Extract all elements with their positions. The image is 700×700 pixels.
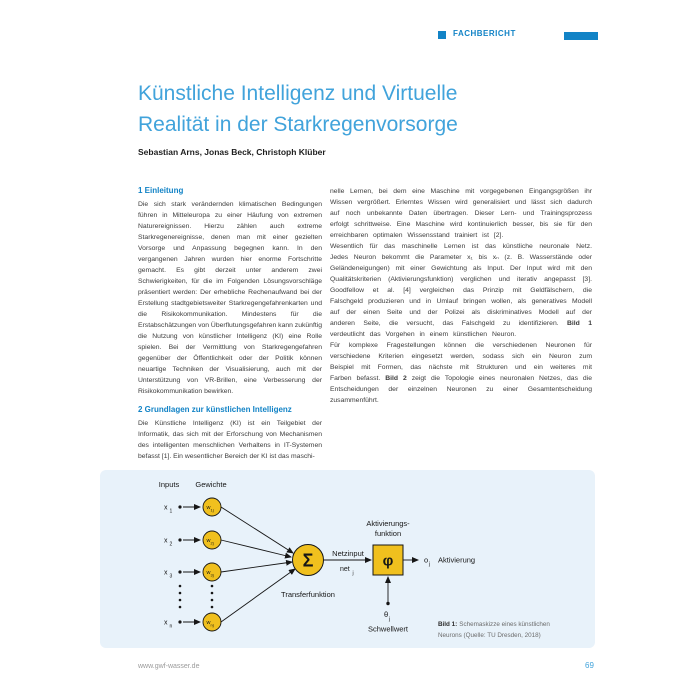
netinput-label: Netzinput (332, 549, 364, 558)
footer-page-number: 69 (585, 661, 594, 670)
weight-w1j-subscript: 1j (210, 507, 214, 513)
weight-w3j-subscript: 3j (210, 572, 214, 578)
output-o-symbol: o (424, 555, 429, 565)
weights-label: Gewichte (195, 480, 227, 489)
weight-w2j-subscript: 2j (210, 540, 214, 546)
input-x2-dot (178, 538, 181, 541)
article-title (138, 78, 578, 140)
weight-wnj-subscript: nj (210, 622, 214, 628)
input-x2-subscript: 2 (169, 541, 173, 548)
theta-symbol: θ (384, 610, 389, 619)
input-x2-symbol: x (164, 537, 168, 545)
section-heading-1: 1 Einleitung (138, 186, 184, 195)
paragraph-ki-basics: Die Künstliche Intelligenz (KI) ist ein Teilgebiet der Informatik, das sich mit der Erforschung von Mechanismen des intelligenten menschlichen Verhaltens in IT-Systemen befasst [1]. Ein wesentlicher Bereich der KI ist das maschi- (138, 420, 322, 460)
section-label: FACHBERICHT (453, 29, 516, 38)
paragraph-topology: Für komplexe Fragestellungen können die verschiedenen Neuronen für verschiedene Kriterien eingesetzt werden, sodass sich ein Neuron zum Beispiel mit Formen, das nächste mit Strukturen und ein weiteres mit Farben befasst. Bild 2 zeigt die Topologie eines neuronalen Netzes, das die Entscheidungen der einzelnen Neuronen zu einer Gesamtentscheidung zusammenführt. (330, 342, 592, 404)
input-node-xn (164, 569, 295, 631)
figure-caption-line1 (438, 621, 550, 628)
input-node-x1 (164, 498, 293, 553)
authors-line: Sebastian Arns, Jonas Beck, Christoph Klüber (138, 147, 326, 157)
figure-caption-line2: Neurons (Quelle: TU Dresden, 2018) (438, 632, 541, 639)
input-xn-symbol: x (164, 619, 168, 627)
article-title-line2: Realität in der Starkregenvorsorge (138, 113, 458, 137)
sigma-symbol: Σ (302, 550, 314, 571)
threshold-dot (386, 602, 389, 605)
footer-website: www.gwf-wasser.de (138, 663, 200, 670)
input-xn-subscript: n (169, 623, 173, 630)
paragraph-machine-learning: nelle Lernen, bei dem eine Maschine mit vorgegebenen Eingangsgrößen ihr Wissen vergrößert. Erlerntes Wissen wird generalisiert und lässt sich dadurch auf noch unbekannte Daten übertragen. Dieser Lern- und Trainingsprozess erfolgt schrittweise. Eine Maschine wird kontinuierlich besser, bis sie für den erreichbaren optimalen Wissensstand trainiert ist [2]. (330, 188, 592, 239)
section-marker-square (438, 31, 446, 39)
weight-w1j-symbol: w (206, 505, 211, 511)
paragraph-neural-net: Wesentlich für das maschinelle Lernen ist das künstliche neuronale Netz. Jedes Neuron bekommt die Parameter x₁ bis xₙ (z. B. Wasserstände oder Geländeneigungen) mit einer Gewichtung als Input. Der Input wird mit den Qualitätskriterien (Aktivierungsfunktion) verglichen und iterativ angepasst [3]. Goodfellow et al. [4] vergleichen das Prinzip mit Geldfälschern, die Falschgeld produzieren und in Umlauf bringen wollen, als generatives Modell auf der einen Seite und der Polizei als diskriminatives Modell auf der anderen Seite, die versucht, das Falschgeld zu identifizieren. Bild 1 verdeutlicht das Vorgehen in einem künstlichen Neuron. (330, 243, 592, 338)
figure-1-panel (100, 470, 595, 648)
text-column-left (138, 186, 322, 462)
threshold-label: Schwellwert (367, 624, 409, 634)
figure-caption-text1: Schemaskizze eines künstlichen (459, 621, 550, 628)
netj-subscript: j (352, 570, 354, 577)
phi-symbol: φ (382, 552, 394, 570)
inputs-label: Inputs (158, 480, 180, 489)
output-o-subscript: j (429, 561, 431, 568)
section-heading-2: 2 Grundlagen zur künstlichen Intelligenz (138, 405, 292, 414)
article-title-line1: Künstliche Intelligenz und Virtuelle (138, 82, 458, 106)
weight-w3j-symbol: w (206, 570, 211, 576)
input-x1-subscript: 1 (169, 508, 173, 515)
ellipsis-dots (179, 585, 214, 609)
netj-symbol: net (340, 566, 350, 573)
neuron-diagram (100, 470, 595, 648)
figure-caption-number: Bild 1: (438, 621, 458, 628)
input-x3-dot (178, 570, 181, 573)
transfer-function-label: Transferfunktion (281, 590, 335, 599)
input-x1-dot (178, 505, 181, 508)
input-node-x3 (164, 562, 292, 581)
input-node-x2 (164, 531, 291, 557)
input-x3-subscript: 3 (169, 573, 173, 580)
header-accent-bar (564, 32, 598, 40)
activation-output-label: Aktivierung (438, 555, 476, 565)
arrow-w2j-to-sum (221, 540, 291, 557)
text-column-right (330, 186, 592, 406)
arrow-w1j-to-sum (221, 507, 293, 553)
arrow-w3j-to-sum (221, 562, 292, 572)
activation-label-line2: funktion (374, 529, 402, 538)
input-xn-dot (178, 620, 181, 623)
input-x1-symbol: x (164, 504, 168, 512)
activation-label-line1: Aktivierungs- (366, 519, 410, 528)
weight-wnj-symbol: w (206, 620, 211, 626)
theta-subscript: j (389, 616, 391, 623)
paragraph-intro: Die sich stark verändernden klimatischen Bedingungen führen in Mitteleuropa zu einer Häufung von extremen Naturereignissen. Hierzu zählen auch extreme Starkregenereignisse, denen man mit einer gezielten Vorsorge und Anpassung begegnen kann. In den vergangenen Jahren wurden hier enorme Fortschritte gemacht. Es gibt derzeit unter anderem zwei Schwierigkeiten, für die im Folgenden Lösungsvorschläge präsentiert werden: Der erhebliche Rechenaufwand bei der Erstellung stadtgebietsweiter Starkregengefahrenkarten und die Risikokommunikation. Mindestens für die Erstabschätzungen von Überflutungsgefahren kann zukünftig die Nutzung von künstlicher Intelligenz (KI) eine Rolle spielen. Bei der Vermittlung von Starkregengefahren gegenüber der Öffentlichkeit oder der Politik können neuartige Techniken der Visualisierung, auch mit der Unterstützung von VR-Brillen, eine Verbesserung der Risikokommunikation bewirken. (138, 201, 323, 395)
input-x3-symbol: x (164, 569, 168, 577)
weight-w2j-symbol: w (206, 538, 211, 544)
